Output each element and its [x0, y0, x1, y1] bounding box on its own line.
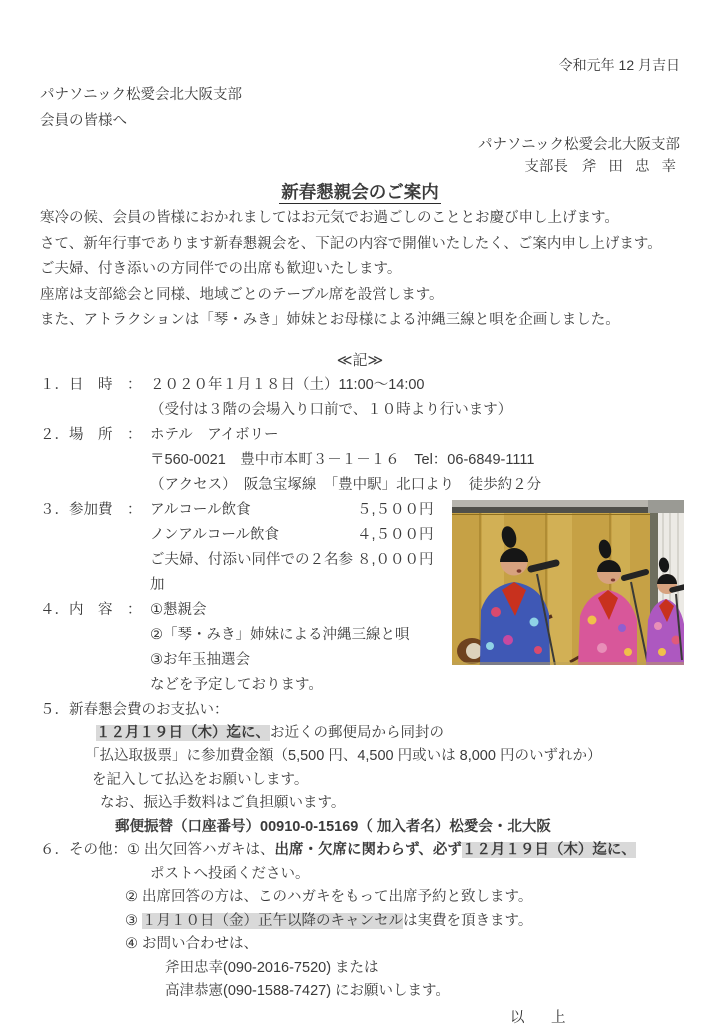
venue-access: （アクセス） 阪急宝塚線 「豊中駅」北口より 徒歩約２分 — [150, 476, 542, 493]
others-item3-rest: は実費を頂きます。 — [403, 912, 533, 929]
program-entry: ③お年玉抽選会 — [150, 651, 250, 668]
greeting-line: ご夫婦、付き添いの方同伴での出席も歓迎いたします。 — [40, 261, 402, 277]
fee-item: ご夫婦、付添い同伴での２名参加 — [150, 551, 353, 593]
program-entry: などを予定しております。 — [150, 676, 323, 693]
contact-phone-2: 高津恭憲(090-1588-7427) にお願いします。 — [165, 983, 450, 999]
greeting-line: さて、新年行事であります新春懇親会を、下記の内容で開催いたしたく、ご案内申し上げます。 — [40, 235, 662, 252]
payment-line: を記入して払込をお願いします。 — [92, 771, 309, 788]
payment-deadline-line — [96, 722, 680, 746]
others-label: ６．その他： — [40, 842, 127, 858]
item-venue — [40, 423, 680, 498]
item-datetime — [40, 373, 680, 423]
greeting-line: また、アトラクションは「琴・みき」姉妹とお母様による沖縄三線と唄を企画しました。 — [40, 312, 620, 328]
fee-price: ５,５００円 — [357, 501, 434, 518]
payment-line: 「払込取扱票」に参加費金額（5,500 円、4,500 円或いは 8,000 円のいずれか） — [85, 748, 602, 764]
recipient-block — [40, 82, 680, 134]
others-item1-highlight: １２月１９日（木）迄に、 — [461, 842, 636, 858]
program-entry: ①懇親会 — [150, 601, 207, 618]
others-item3-no: ③ — [125, 912, 143, 929]
payment-line1-rest: お近くの郵便局から同封の — [270, 724, 444, 741]
fee-label: ３．参加費 ： — [40, 501, 142, 518]
others-item4-text: お問い合わせは、 — [142, 936, 259, 952]
program-label: ４．内 容 ： — [40, 601, 142, 618]
datetime-note: （受付は３階の会場入り口前で、１０時より行います） — [150, 401, 513, 418]
greeting-line: 寒冷の候、会員の皆様におかれましてはお元気でお過ごしのこととお慶び申し上げます。 — [40, 210, 619, 226]
greeting-paragraph — [40, 206, 680, 334]
page-title: 新春懇親会のご案内 — [281, 182, 439, 202]
item-others — [40, 839, 680, 1004]
venue-address: 〒560-0021 豊中市本町３－１－１６ Tel：06-6849-1111 — [150, 451, 535, 468]
venue-label: ２．場 所 ： — [40, 426, 142, 443]
sender-name: 斧 田 忠 幸 — [581, 159, 680, 175]
record-marker: ≪記≫ — [336, 351, 384, 369]
program-entry: ②「琴・みき」姉妹による沖縄三線と唄 — [150, 626, 410, 643]
others-item1-bold: 出席・欠席に関わらず、 — [274, 842, 433, 858]
recipient-org: パナソニック松愛会北大阪支部 — [40, 87, 242, 103]
payment-transfer-account: 郵便振替（口座番号）00910-0-15169（ 加入者名）松愛会・北大阪 — [115, 818, 551, 835]
fee-row — [150, 498, 440, 523]
payment-line: なお、振込手数料はご負担願います。 — [100, 795, 346, 811]
datetime-line — [40, 373, 680, 398]
others-item4 — [125, 933, 680, 957]
fee-item: ノンアルコール飲食 — [150, 526, 280, 543]
sender-role: 支部長 — [524, 159, 568, 175]
venue-name: ホテル アイボリー — [150, 426, 279, 443]
greeting-line: 座席は支部総会と同様、地域ごとのテーブル席を設営します。 — [40, 286, 444, 303]
sender-line — [40, 156, 680, 178]
performers-photo-drawing — [452, 500, 684, 665]
others-item1-no: ① — [127, 842, 145, 858]
others-item1-pre: 出欠回答ハガキは、 — [144, 842, 275, 858]
payment-deadline-highlight: １２月１９日（木）迄に、 — [96, 724, 270, 741]
venue-line — [40, 423, 680, 448]
sender-block — [40, 134, 680, 178]
datetime-label: １．日 時 ： — [40, 376, 142, 393]
issue-date: 令和元年 12 月吉日 — [558, 57, 680, 73]
performers-photo — [452, 500, 684, 665]
others-item3 — [125, 910, 680, 934]
others-item2 — [125, 886, 680, 910]
datetime-value: ２０２０年１月１８日（土）11:00～14:00 — [150, 376, 425, 393]
fee-price: ４,５００円 — [357, 526, 434, 543]
fee-price: ８,０００円 — [357, 551, 434, 568]
others-item2-text: 出席回答の方は、このハガキをもって出席予約と致します。 — [142, 889, 533, 905]
others-item1-cont: ポストへ投函ください。 — [150, 865, 310, 882]
others-item2-no: ② — [125, 889, 143, 905]
others-line1 — [40, 839, 680, 863]
payment-label: ５．新春懇会費のお支払い： — [40, 701, 229, 718]
recipient: 会員の皆様へ — [40, 113, 127, 129]
sender-org: パナソニック松愛会北大阪支部 — [478, 137, 680, 153]
fee-item: アルコール飲食 — [150, 501, 251, 518]
item-payment — [40, 698, 680, 840]
title-line — [40, 180, 680, 206]
contact-phone-1: 斧田忠幸(090-2016-7520) または — [165, 959, 379, 976]
others-item3-highlight: １月１０日（金）正午以降のキャンセル — [142, 912, 404, 929]
closing-mark: 以 上 — [510, 1009, 572, 1026]
others-item1-emph: 必ず — [432, 842, 462, 858]
others-item4-no: ④ — [125, 936, 143, 952]
